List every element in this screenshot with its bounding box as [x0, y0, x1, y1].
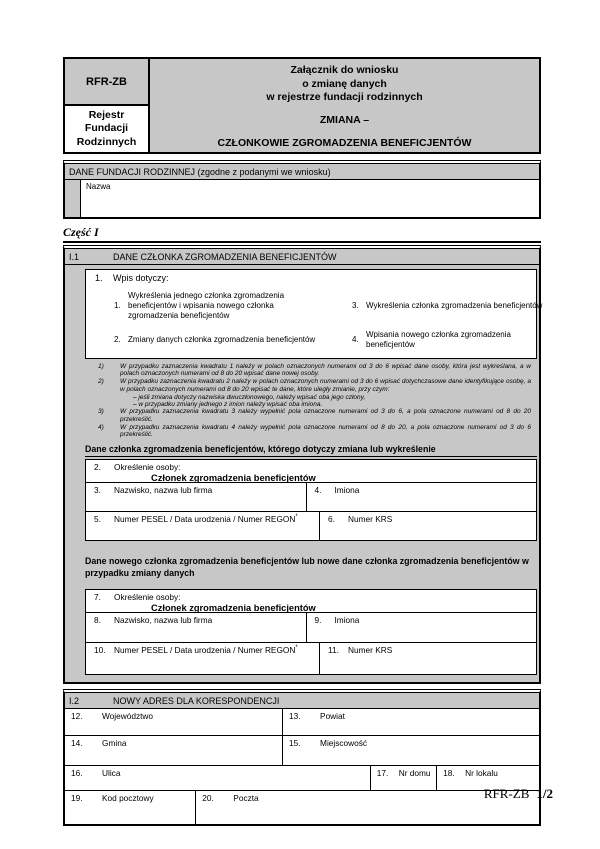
field-krs-cell[interactable]: 6. Numer KRS	[328, 514, 393, 525]
entry-option-3[interactable]: 3. Wykreślenia członka zgromadzenia beneficjentów	[352, 300, 543, 310]
new-member-heading: Dane nowego członka zgromadzenia beneficjentów lub nowe dane członka zgromadzenia beneficjentów w przypadku zmiany danych	[85, 556, 529, 578]
register-line: Rodzinnych	[76, 135, 137, 148]
gutter	[65, 180, 81, 217]
foundation-section-title: DANE FUNDACJI RODZINNEJ (zgodne z podanymi we wniosku)	[69, 167, 331, 177]
field-surname-label: Nazwisko, nazwa lub firma	[114, 485, 213, 496]
person-type-label: Określenie osoby:	[114, 462, 181, 473]
change-label: ZMIANA –	[319, 113, 370, 126]
entry-option-1[interactable]: 1. Wykreślenia jednego członka zgromadzenia beneficjentów i wpisania nowego członka zgromadzenia beneficjentów	[114, 291, 352, 320]
entry-type-label: Wpis dotyczy:	[113, 273, 169, 283]
field-pesel-cell[interactable]: 10. Numer PESEL / Data urodzenia / Numer REGON*	[86, 643, 320, 674]
section-i1	[63, 245, 541, 684]
footer-form-code: RFR-ZB	[483, 786, 530, 801]
field-city-label: Miejscowość	[320, 738, 368, 749]
entry-option-4[interactable]: 4. Wpisania nowego członka zgromadzenia beneficjentów	[352, 330, 542, 350]
footnote-2: 2) W przypadku zaznaczenia kwadratu 2 należy w polach oznaczonych numerami od 3 do 6 wpisać dotychczasowe dane identyfikujące osobę, a w polach oznaczonych numerami od 8 do 20 wpisać te dane, które uległy zmianie, przy czym:	[98, 378, 531, 393]
address-row-3	[65, 765, 539, 790]
new-member-person-row: 7. Określenie osoby: Członek zgromadzenia beneficjentów	[86, 590, 536, 613]
field-krs-label: Numer KRS	[348, 514, 393, 525]
footnote-2-sub-1: – jeśli zmiana dotyczy nazwiska dwuczłonowego, należy wpisać oba jego człony,	[133, 393, 366, 401]
footnote-4: 4) W przypadku zaznaczenia kwadratu 4 należy wypełnić pola oznaczone numerami od 8 do 20, a pola oznaczone numerami od 3 do 6 przekreślić.	[98, 423, 531, 439]
field-names-cell[interactable]: 9. Imiona	[314, 615, 360, 626]
new-member-id-row	[86, 642, 536, 674]
field-postcode-cell[interactable]: 19. Kod pocztowy	[65, 791, 196, 824]
entry-type-box	[85, 269, 543, 359]
field-names-label: Imiona	[334, 485, 360, 496]
field-commune-cell[interactable]: 14. Gmina	[65, 736, 283, 765]
entry-option-2[interactable]: 2. Zmiany danych członka zgromadzenia beneficjentów	[114, 335, 316, 345]
field-surname-cell[interactable]: 8. Nazwisko, nazwa lub firma	[86, 613, 307, 642]
field-voivodeship-label: Województwo	[102, 711, 154, 722]
address-row-2	[65, 735, 539, 765]
field-county-cell[interactable]: 13. Powiat	[283, 709, 539, 735]
part-one-heading: Część I	[63, 225, 541, 243]
field-post-office-cell[interactable]: 20. Poczta	[196, 791, 539, 824]
field-street-cell[interactable]: 16. Ulica	[65, 766, 371, 790]
footnote-2-sub-2: – w przypadku zmiany jednego z imion należy wpisać oba imiona.	[133, 401, 323, 409]
foundation-data-section	[63, 160, 541, 219]
field-names-label: Imiona	[334, 615, 360, 626]
new-member-name-row	[86, 613, 536, 642]
register-name-cell	[65, 106, 150, 152]
field-names-cell[interactable]: 4. Imiona	[314, 485, 360, 496]
attachment-title: Załącznik do wniosku o zmianę danych w rejestrze fundacji rodzinnych	[266, 64, 423, 104]
section-i1-title: DANE CZŁONKA ZGROMADZENIA BENEFICJENTÓW	[113, 252, 337, 262]
field-pesel-label: Numer PESEL / Data urodzenia / Numer REGON*	[114, 514, 298, 525]
section-i2-title: NOWY ADRES DLA KORESPONDENCJI	[113, 696, 280, 707]
address-row-1	[65, 709, 539, 735]
field-pesel-cell[interactable]: 5. Numer PESEL / Data urodzenia / Numer REGON*	[86, 512, 320, 540]
field-house-no-cell[interactable]: 17. Nr domu	[371, 766, 437, 790]
entry-option-3-label: Wykreślenia członka zgromadzenia beneficjentów	[366, 300, 543, 310]
register-line: Rejestr	[88, 109, 125, 122]
form-body	[63, 57, 541, 826]
attachment-title-cell	[150, 59, 539, 152]
current-member-box	[85, 459, 537, 541]
field-pesel-label: Numer PESEL / Data urodzenia / Numer REGON*	[114, 645, 298, 656]
foundation-name-field[interactable]	[81, 180, 539, 217]
field-city-cell[interactable]: 15. Miejscowość	[283, 736, 539, 765]
foundation-name-row	[65, 180, 539, 217]
entry-option-2-label: Zmiany danych członka zgromadzenia beneficjentów	[128, 335, 316, 345]
field-flat-no-cell[interactable]: 18. Nr lokalu	[437, 766, 539, 790]
field-flat-no-label: Nr lokalu	[465, 768, 498, 779]
field-surname-cell[interactable]: 3. Nazwisko, nazwa lub firma	[86, 483, 307, 511]
entry-type-label-row	[86, 270, 536, 283]
section-i2	[63, 689, 541, 826]
section-i1-number: I.1	[69, 252, 80, 262]
current-member-person-row: 2. Określenie osoby: Członek zgromadzenia beneficjentów	[86, 460, 536, 483]
foundation-section-header	[65, 164, 539, 180]
new-member-box	[85, 589, 537, 675]
field-postcode-label: Kod pocztowy	[102, 793, 154, 804]
field-krs-label: Numer KRS	[348, 645, 393, 656]
address-row-4	[65, 790, 539, 824]
foundation-name-label: Nazwa	[86, 182, 111, 191]
page-footer	[484, 786, 553, 802]
field-commune-label: Gmina	[102, 738, 127, 749]
field-voivodeship-cell[interactable]: 12. Województwo	[65, 709, 283, 735]
footer-page-indicator: 1/2	[536, 786, 553, 801]
field-post-office-label: Poczta	[233, 793, 259, 804]
entry-options	[86, 283, 543, 358]
footnotes	[85, 359, 537, 443]
section-i1-body	[65, 265, 543, 682]
field-county-label: Powiat	[320, 711, 345, 722]
footnote-1: 1) W przypadku zaznaczenia kwadratu 1 należy w polach oznaczonych numerami od 3 do 6 wpisać dane osoby, która jest wykreślana, a w polach oznaczonych numerami od 8 do 20 wpisać dane nowej osoby.	[98, 362, 531, 378]
entry-option-4-label: Wpisania nowego członka zgromadzenia beneficjentów	[366, 330, 511, 349]
footnote-3: 3) W przypadku zaznaczenia kwadratu 3 należy wypełnić pola oznaczone numerami od 3 do 6, a pola oznaczone numerami od 8 do 20 przekreślić.	[98, 408, 531, 423]
field-krs-cell[interactable]: 11. Numer KRS	[328, 645, 393, 656]
current-member-name-row	[86, 483, 536, 511]
section-i2-number: I.2	[69, 696, 80, 707]
field-surname-label: Nazwisko, nazwa lub firma	[114, 615, 213, 626]
field-house-no-label: Nr domu	[398, 768, 431, 779]
field-street-label: Ulica	[102, 768, 121, 779]
person-type-value: Członek zgromadzenia beneficjentów	[151, 473, 316, 484]
current-member-id-row	[86, 511, 536, 540]
register-line: Fundacji	[84, 122, 129, 135]
section-i2-header	[65, 693, 539, 709]
current-member-heading: Dane członka zgromadzenia beneficjentów, którego dotyczy zmiana lub wykreślenie	[85, 444, 537, 457]
form-code-cell: RFR-ZB	[65, 59, 150, 106]
person-type-label: Określenie osoby:	[114, 592, 181, 603]
field-number: 1.	[95, 273, 103, 283]
section-i1-header	[65, 249, 539, 265]
change-subject: CZŁONKOWIE ZGROMADZENIA BENEFICJENTÓW	[217, 136, 472, 149]
entry-option-1-label: Wykreślenia jednego członka zgromadzenia beneficjentów i wpisania nowego członka zgromadzenia beneficjentów	[128, 291, 285, 320]
form-header	[63, 57, 541, 154]
person-type-value: Członek zgromadzenia beneficjentów	[151, 603, 316, 614]
